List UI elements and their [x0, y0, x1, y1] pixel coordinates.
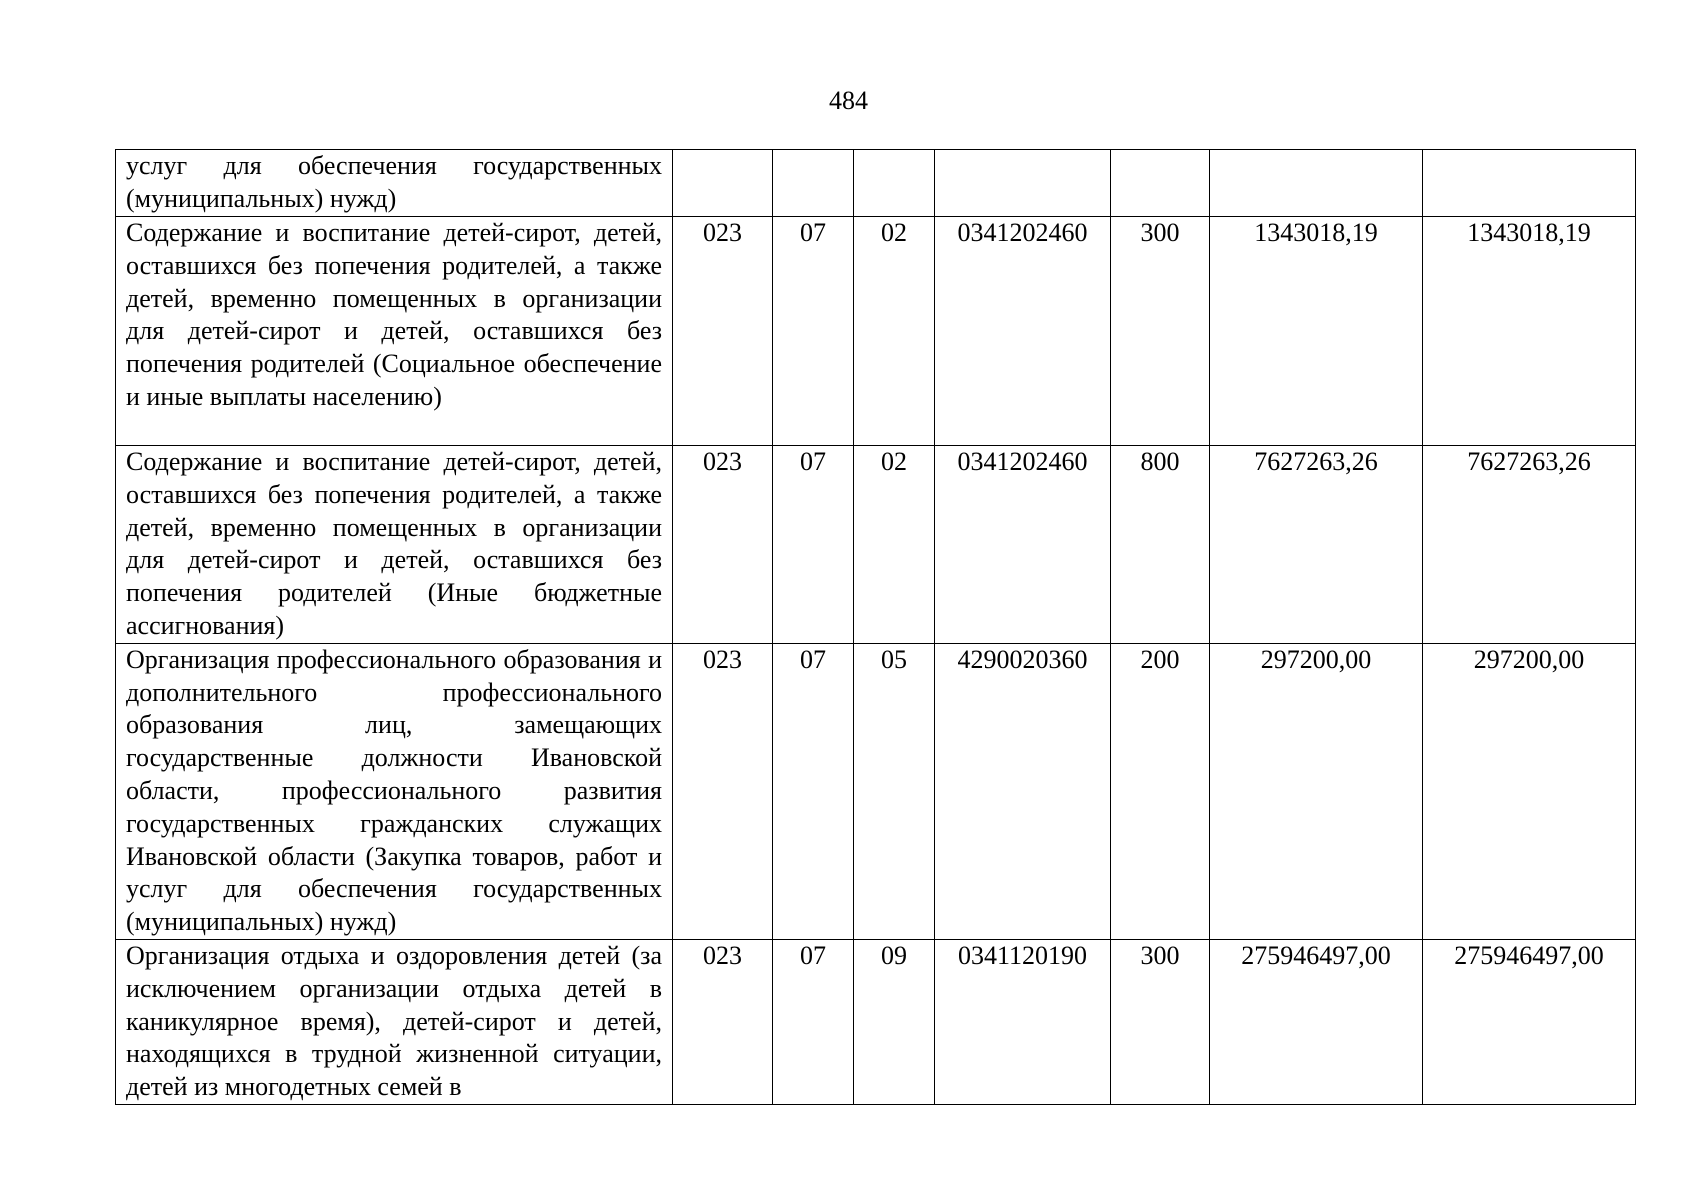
amount-cell-2: 275946497,00 [1423, 939, 1636, 1104]
subsection-code: 05 [854, 643, 935, 939]
target-article-code: 4290020360 [935, 643, 1111, 939]
amount-cell: 7627263,26 [1210, 446, 1423, 644]
target-article-code: 0341202460 [935, 217, 1111, 446]
expense-type-code [1111, 150, 1210, 217]
table-row [116, 643, 1636, 939]
amount-cell: 1343018,19 [1210, 217, 1423, 446]
amount-cell-2: 1343018,19 [1423, 217, 1636, 446]
section-code: 07 [773, 446, 854, 644]
page-number: 484 [829, 86, 868, 115]
amount-cell: 275946497,00 [1210, 939, 1423, 1104]
amount-cell-2 [1423, 150, 1636, 217]
row-description: услуг для обеспечения государственных (муниципальных) нужд) [116, 150, 673, 217]
table-row [116, 217, 1636, 446]
budget-table [115, 149, 1636, 1105]
target-article-code: 0341202460 [935, 446, 1111, 644]
amount-cell-2: 297200,00 [1423, 643, 1636, 939]
subsection-code: 02 [854, 217, 935, 446]
ministry-code: 023 [673, 643, 773, 939]
amount-cell: 297200,00 [1210, 643, 1423, 939]
subsection-code [854, 150, 935, 217]
section-code: 07 [773, 217, 854, 446]
table-row [116, 446, 1636, 644]
ministry-code: 023 [673, 217, 773, 446]
section-code: 07 [773, 643, 854, 939]
row-description: Содержание и воспитание детей-сирот, детей, оставшихся без попечения родителей, а также детей, временно помещенных в организации для детей-сирот и детей, оставшихся без попечения родителей (Социальное обеспечение и иные выплаты населению) [116, 217, 673, 446]
row-description: Организация профессионального образования и дополнительного профессионального образования лиц, замещающих государственные должности Ивановской области, профессионального развития государственных гражданских служащих Ивановской области (Закупка товаров, работ и услуг для обеспечения государственных (муниципальных) нужд) [116, 643, 673, 939]
expense-type-code: 300 [1111, 217, 1210, 446]
ministry-code: 023 [673, 446, 773, 644]
table-row [116, 939, 1636, 1104]
ministry-code [673, 150, 773, 217]
row-description: Организация отдыха и оздоровления детей (за исключением организации отдыха детей в каникулярное время), детей-сирот и детей, находящихся в трудной жизненной ситуации, детей из многодетных семей в [116, 939, 673, 1104]
amount-cell-2: 7627263,26 [1423, 446, 1636, 644]
subsection-code: 02 [854, 446, 935, 644]
expense-type-code: 800 [1111, 446, 1210, 644]
section-code [773, 150, 854, 217]
ministry-code: 023 [673, 939, 773, 1104]
row-description: Содержание и воспитание детей-сирот, детей, оставшихся без попечения родителей, а также детей, временно помещенных в организации для детей-сирот и детей, оставшихся без попечения родителей (Иные бюджетные ассигнования) [116, 446, 673, 644]
subsection-code: 09 [854, 939, 935, 1104]
target-article-code: 0341120190 [935, 939, 1111, 1104]
table-row [116, 150, 1636, 217]
expense-type-code: 300 [1111, 939, 1210, 1104]
target-article-code [935, 150, 1111, 217]
section-code: 07 [773, 939, 854, 1104]
amount-cell [1210, 150, 1423, 217]
expense-type-code: 200 [1111, 643, 1210, 939]
